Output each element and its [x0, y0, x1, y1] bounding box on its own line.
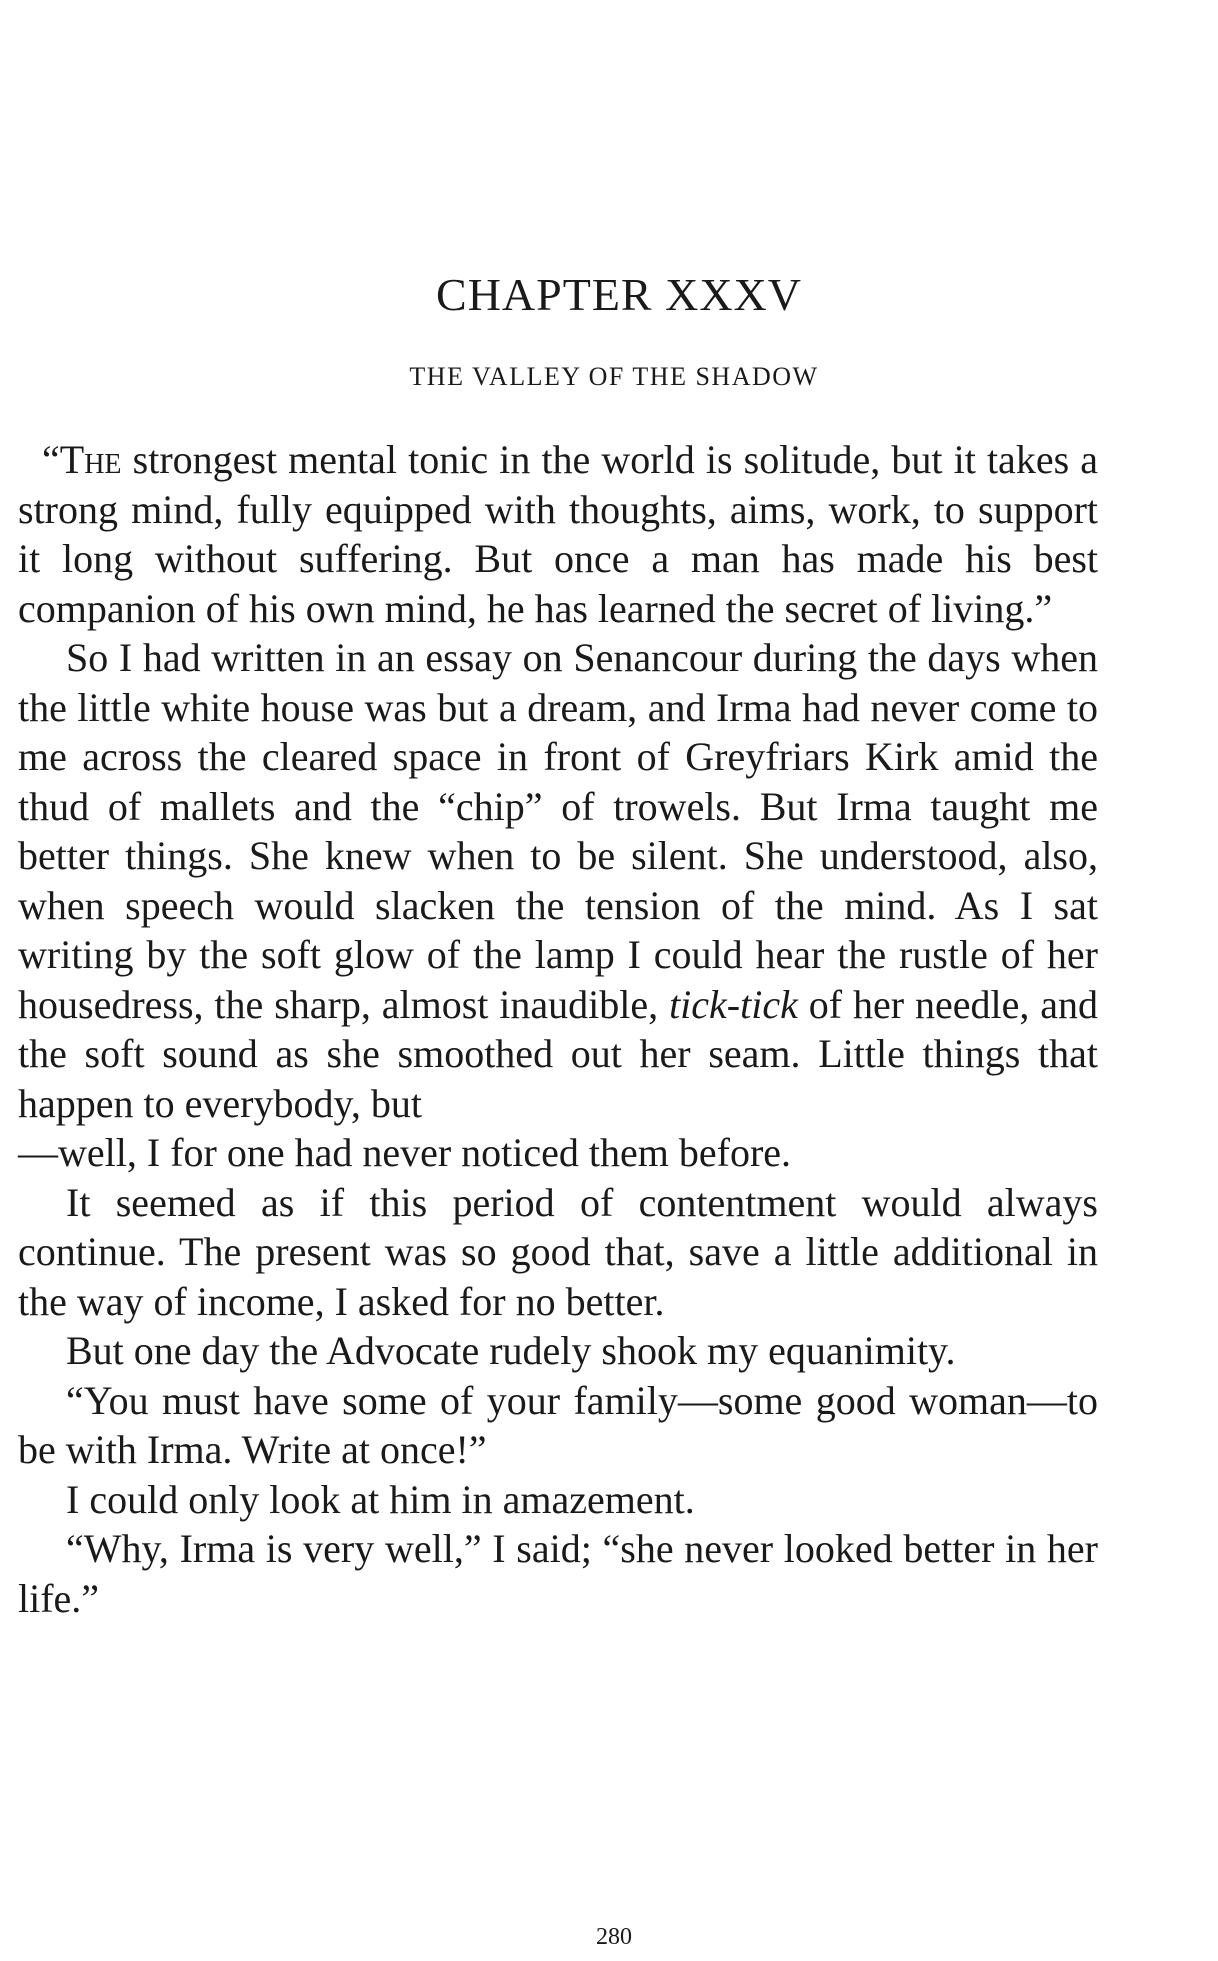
- paragraph-text: So I had written in an essay on Senancour during the days when the little white house was but a dream, and Irma had never come to me across the cleared space in front of Greyfriars Kirk amid the thud of mallets and the “chip” of trowels. But Irma taught me better things. She knew when to be silent. She understood, also, when speech would slacken the tension of the mind. As I sat writing by the soft glow of the lamp I could hear the rustle of her housedress, the sharp, almost inaudible,: [18, 635, 1098, 1027]
- paragraph-text: It seemed as if this period of contentment would always continue. The present was so good that, save a little additional in the way of income, I asked for no better.: [18, 1179, 1098, 1324]
- paragraph-lead-word: The: [59, 437, 122, 482]
- chapter-subtitle: THE VALLEY OF THE SHADOW: [409, 362, 819, 391]
- paragraph-text: “You must have some of your family—some good woman—to be with Irma. Write at once!”: [18, 1377, 1098, 1472]
- chapter-body: [18, 435, 1098, 1623]
- paragraph-text: —well, I for one had never noticed them before.: [18, 1130, 792, 1175]
- paragraph-text: “Why, Irma is very well,” I said; “she never looked better in her life.”: [18, 1526, 1098, 1621]
- page-number: 280: [596, 1924, 632, 1950]
- paragraph-text: strongest mental tonic in the world is solitude, but it takes a strong mind, fully equipped with thoughts, aims, work, to support it long without suffering. But once a man has made his best companion of his own mind, he has learned the secret of living.”: [18, 437, 1098, 631]
- paragraph-advocate: [18, 1326, 1098, 1376]
- paragraph-continuation: [18, 1128, 1098, 1178]
- paragraph-dialogue-narrator: [18, 1524, 1098, 1623]
- paragraph-text-after: of her needle, and the soft sound as she smoothed out her seam. Little things that happen to everybody, but: [18, 981, 1098, 1126]
- paragraph-senancour: [18, 633, 1098, 1128]
- paragraph-amazement: [18, 1475, 1098, 1525]
- paragraph-contentment: [18, 1178, 1098, 1327]
- paragraph-epigraph-quote: [18, 435, 1098, 633]
- chapter-title: CHAPTER XXXV: [436, 269, 802, 320]
- paragraph-dialogue-advocate: [18, 1376, 1098, 1475]
- opening-quote-mark: “: [42, 437, 60, 482]
- paragraph-text: I could only look at him in amazement.: [66, 1476, 695, 1522]
- paragraph-text: But one day the Advocate rudely shook my equanimity.: [66, 1328, 956, 1373]
- paragraph-emphasis: tick-tick: [669, 981, 798, 1027]
